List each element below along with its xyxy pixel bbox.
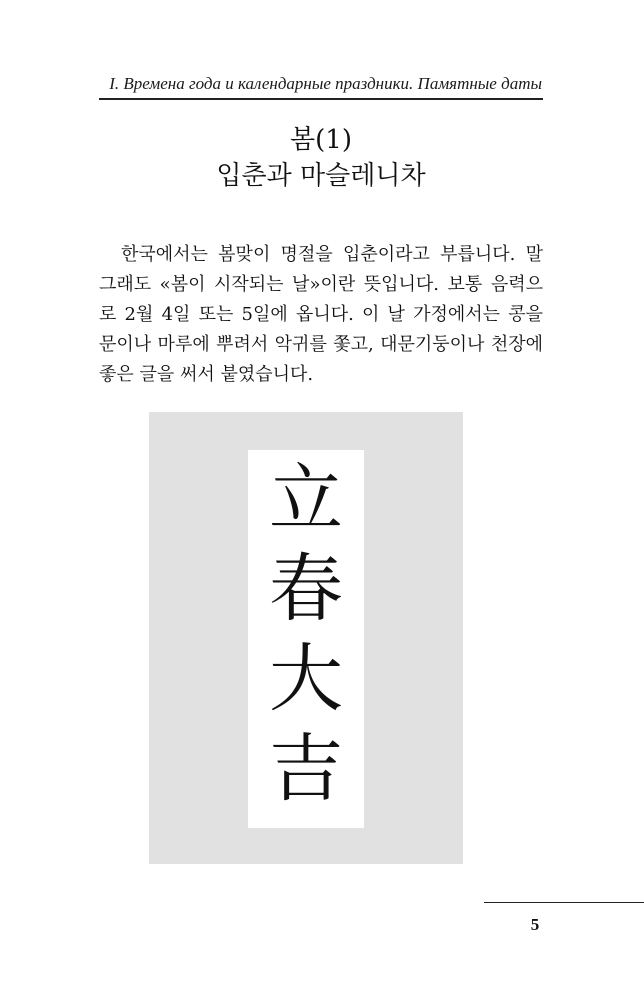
title-line-2: 입춘과 마슬레니차 [216,161,426,191]
hanja-char-4: 吉 [269,726,343,812]
title-line-1: 봄(1) [290,125,352,155]
body-paragraph: 한국에서는 봄맞이 명절을 입춘이라고 부릅니다. 말 그래도 «봄이 시작되는 날»이란 뜻입니다. 보통 음력으로 2월 4일 또는 5일에 옵니다. 이 날 가정에서는 콩을 문이나 마루에 뿌려서 악귀를 쫓고, 대문기둥이나 천장에 좋은 글을 써서 붙였습니다. [99,244,543,385]
header-rule [99,98,543,100]
hanja-char-3: 大 [269,636,343,722]
hanja-char-1: 立 [269,456,343,542]
hanja-char-2: 春 [269,546,343,632]
page-title [99,122,543,194]
body-text [99,240,543,390]
footer-rule [484,902,644,903]
page-number: 5 [530,915,540,934]
ipchun-calligraphy-strip [248,450,364,828]
running-head: I. Времена года и календарные праздники. Памятные даты [109,74,542,93]
